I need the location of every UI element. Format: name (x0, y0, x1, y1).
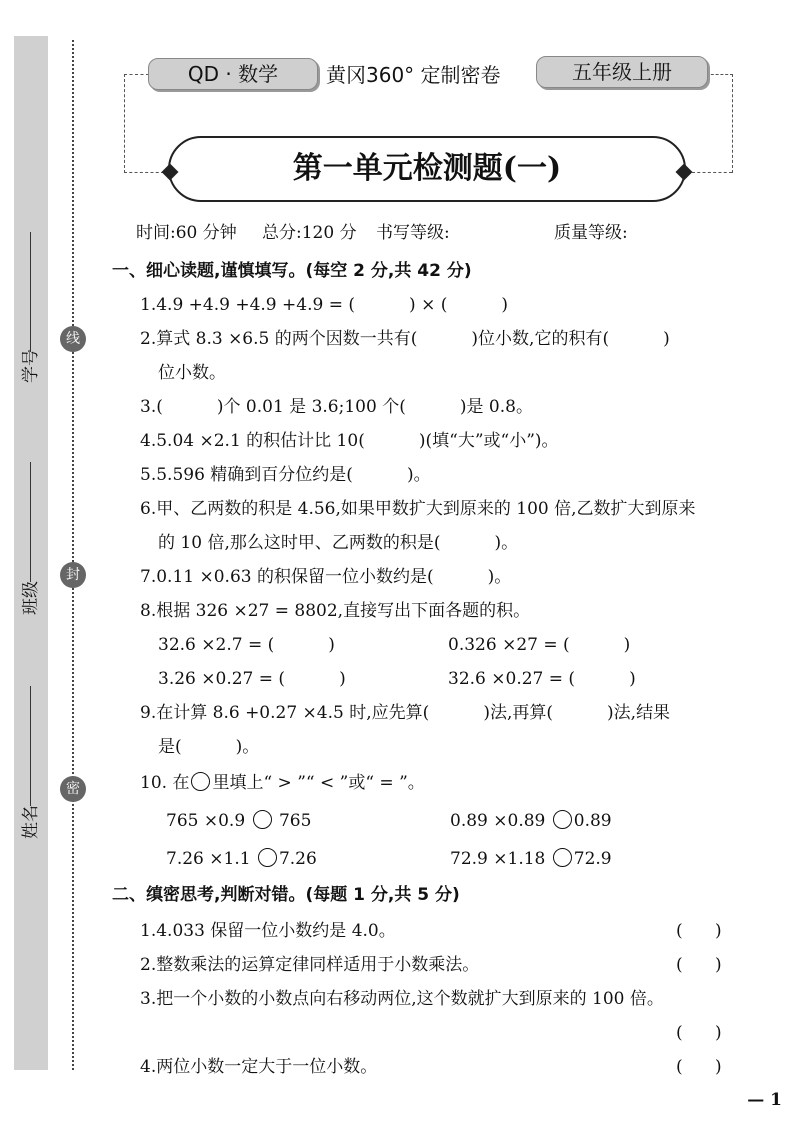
student-id-label: 学号 (21, 349, 41, 383)
id-line (30, 232, 31, 352)
seal-seal-marker: 封 (60, 562, 86, 588)
compare-2: 0.89 ×0.89 0.89 (450, 811, 612, 831)
answer-blank: ( ) (676, 955, 722, 975)
header-dash-left-bottom (124, 172, 164, 173)
exam-time: 时间:60 分钟 (136, 223, 237, 243)
question-1-7: 7.0.11 ×0.63 的积保留一位小数约是( )。 (140, 567, 512, 587)
question-1-4: 4.5.04 ×2.1 的积估计比 10( )(填“大”或“小”)。 (140, 431, 559, 451)
question-1-9-cont: 是( )。 (158, 737, 260, 757)
answer-blank: ( ) (676, 921, 722, 941)
section-2-heading: 二、缜密思考,判断对错。(每题 1 分,共 5 分) (112, 885, 460, 905)
seal-line-marker: 线 (60, 326, 86, 352)
class-line (30, 462, 31, 582)
cut-line (72, 40, 74, 1070)
question-1-6-cont: 的 10 倍,那么这时甲、乙两数的积是( )。 (158, 533, 519, 553)
exam-score: 总分:120 分 (262, 223, 357, 243)
question-1-8-d: 32.6 ×0.27 = ( ) (448, 669, 636, 689)
header-dash-right-bottom (692, 172, 732, 173)
question-1-5: 5.5.596 精确到百分位约是( )。 (140, 465, 431, 485)
question-1-9: 9.在计算 8.6 +0.27 ×4.5 时,应先算( )法,再算( )法,结果 (140, 703, 671, 723)
question-1-8-b: 0.326 ×27 = ( ) (448, 635, 631, 655)
question-1-8-c: 3.26 ×0.27 = ( ) (158, 669, 346, 689)
grade-badge: 五年级上册 (536, 56, 708, 88)
compare-circle-icon (258, 848, 277, 867)
question-2-3: 3.把一个小数的小数点向右移动两位,这个数就扩大到原来的 100 倍。 (140, 989, 664, 1009)
question-1-1: 1.4.9 +4.9 +4.9 +4.9 = ( ) × ( ) (140, 295, 509, 315)
quality-grade: 质量等级: (554, 223, 628, 243)
name-line (30, 686, 31, 806)
name-label: 姓名 (21, 805, 41, 839)
writing-grade: 书写等级: (376, 223, 450, 243)
question-1-6: 6.甲、乙两数的积是 4.56,如果甲数扩大到原来的 100 倍,乙数扩大到原来 (140, 499, 696, 519)
question-1-3: 3.( )个 0.01 是 3.6;100 个( )是 0.8。 (140, 397, 533, 417)
answer-blank: ( ) (676, 1023, 722, 1043)
page-number: — 1 (747, 1090, 782, 1110)
seal-secret-marker: 密 (60, 776, 86, 802)
question-2-4: 4.两位小数一定大于一位小数。 (140, 1057, 378, 1077)
question-2-1: 1.4.033 保留一位小数约是 4.0。 (140, 921, 396, 941)
section-1-heading: 一、细心读题,谨慎填写。(每空 2 分,共 42 分) (112, 261, 472, 281)
page-title: 第一单元检测题(一) (292, 151, 562, 186)
compare-circle-icon (253, 810, 272, 829)
subject-badge: QD · 数学 (148, 58, 318, 90)
compare-4: 72.9 ×1.18 72.9 (450, 849, 612, 869)
question-1-10: 10. 在 里填上“ > ”“ < ”或“ = ”。 (140, 773, 425, 793)
question-1-8-a: 32.6 ×2.7 = ( ) (158, 635, 335, 655)
answer-blank: ( ) (676, 1057, 722, 1077)
header-dash-left (124, 74, 149, 173)
question-2-2: 2.整数乘法的运算定律同样适用于小数乘法。 (140, 955, 480, 975)
compare-circle-icon (553, 810, 572, 829)
compare-circle-icon (553, 848, 572, 867)
series-name: 黄冈360° 定制密卷 (326, 63, 501, 87)
compare-1: 765 ×0.9 765 (166, 811, 312, 831)
question-1-2: 2.算式 8.3 ×6.5 的两个因数一共有( )位小数,它的积有( ) (140, 329, 670, 349)
question-1-8: 8.根据 326 ×27 = 8802,直接写出下面各题的积。 (140, 601, 531, 621)
class-label: 班级 (21, 581, 41, 615)
header-dash-right (706, 74, 733, 173)
question-1-2-cont: 位小数。 (158, 363, 226, 383)
binding-strip (14, 36, 48, 1070)
compare-circle-icon (191, 772, 210, 791)
compare-3: 7.26 ×1.1 7.26 (166, 849, 317, 869)
